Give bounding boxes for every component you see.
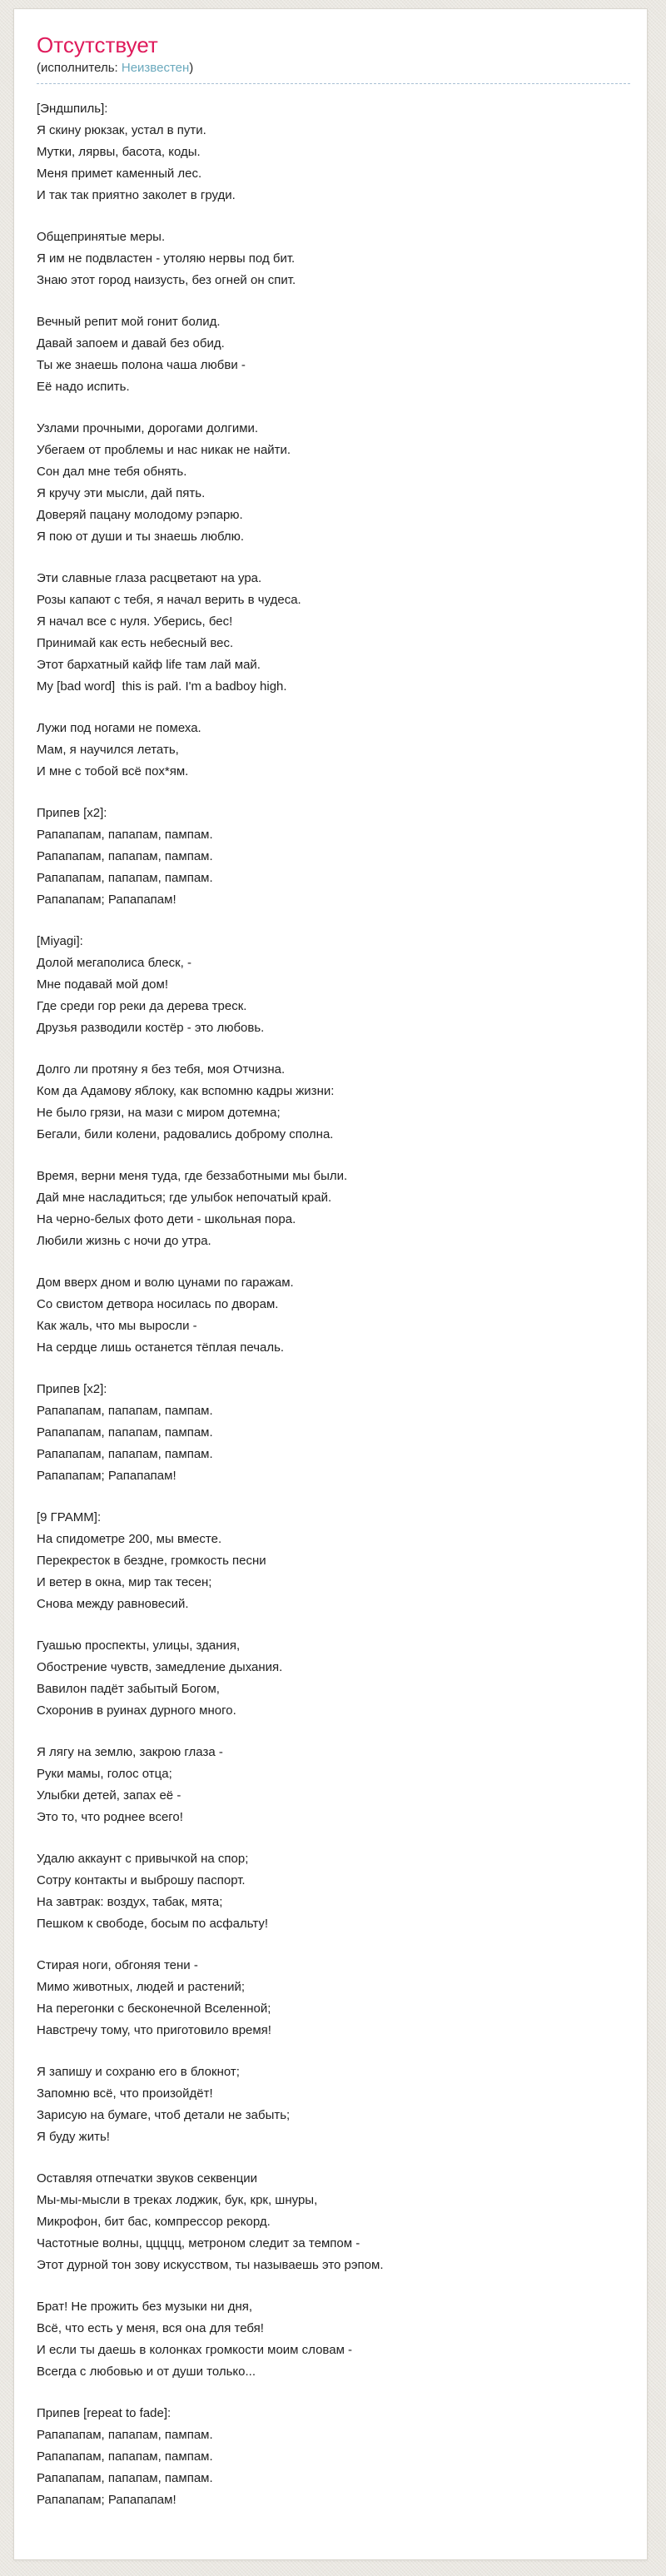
lyric-line: Долой мегаполиса блеск, - bbox=[37, 956, 191, 970]
lyric-line: Рапапапам, папапам, пампам. bbox=[37, 1404, 213, 1418]
lyric-line: Доверяй пацану молодому рэпарю. bbox=[37, 508, 243, 522]
stanza bbox=[37, 1955, 630, 2041]
lyric-line: Я им не подвластен - утоляю нервы под бит. bbox=[37, 251, 296, 266]
lyric-line: На завтрак: воздух, табак, мята; bbox=[37, 1895, 223, 1909]
song-title: Отсутствует bbox=[37, 32, 158, 57]
lyric-line: Пешком к свободе, босым по асфальту! bbox=[37, 1917, 269, 1931]
stanza bbox=[37, 418, 630, 548]
lyric-line: Этот дурной тон зову искусством, ты называешь это рэпом. bbox=[37, 2258, 384, 2272]
lyric-line: Руки мамы, голос отца; bbox=[37, 1767, 172, 1781]
lyric-line: Где среди гор реки да дерева треск. bbox=[37, 999, 247, 1013]
lyric-line: На перегонки с бесконечной Вселенной; bbox=[37, 2002, 271, 2016]
stanza bbox=[37, 1059, 630, 1146]
lyric-line: На спидометре 200, мы вместе. bbox=[37, 1532, 222, 1546]
lyric-line: Сотру контакты и выброшу паспорт. bbox=[37, 1873, 246, 1887]
lyric-line: Сон дал мне тебя обнять. bbox=[37, 465, 187, 479]
lyric-line: Меня примет каменный лес. bbox=[37, 167, 202, 181]
lyric-line: Время, верни меня туда, где беззаботными мы были. bbox=[37, 1169, 348, 1183]
stanza bbox=[37, 1742, 630, 1828]
lyric-line: Рапапапам; Рапапапам! bbox=[37, 893, 176, 907]
lyric-line: Узлами прочными, дорогами долгими. bbox=[37, 421, 259, 435]
lyrics bbox=[37, 98, 630, 2511]
lyric-line: Я запишу и сохраню его в блокнот; bbox=[37, 2065, 240, 2079]
stanza bbox=[37, 2403, 630, 2511]
lyric-line: Вавилон падёт забытый Богом, bbox=[37, 1682, 220, 1696]
lyric-line: Долго ли протяну я без тебя, моя Отчизна. bbox=[37, 1062, 286, 1077]
lyric-line: Рапапапам; Рапапапам! bbox=[37, 2493, 176, 2507]
lyric-line: И так так приятно заколет в груди. bbox=[37, 188, 236, 202]
lyric-line: На черно-белых фото дети - школьная пора. bbox=[37, 1212, 296, 1226]
stanza bbox=[37, 1635, 630, 1722]
lyric-line: Дом вверх дном и волю цунами по гаражам. bbox=[37, 1276, 294, 1290]
lyric-line: Удалю аккаунт с привычкой на спор; bbox=[37, 1852, 249, 1866]
stanza bbox=[37, 2296, 630, 2383]
lyric-line: Как жаль, что мы выросли - bbox=[37, 1319, 197, 1333]
lyric-line: Рапапапам, папапам, пампам. bbox=[37, 849, 213, 863]
lyric-line: Дай мне насладиться; где улыбок непочатый край. bbox=[37, 1191, 332, 1205]
lyric-line: Это то, что роднее всего! bbox=[37, 1810, 183, 1824]
lyric-line: Я буду жить! bbox=[37, 2130, 110, 2144]
lyric-line: Не было грязи, на мази с миром дотемна; bbox=[37, 1106, 281, 1120]
lyric-line: Лужи под ногами не помеха. bbox=[37, 721, 201, 735]
lyric-line: Её надо испить. bbox=[37, 380, 130, 394]
lyric-line: Припев [x2]: bbox=[37, 1382, 107, 1396]
lyric-line: Общепринятые меры. bbox=[37, 230, 166, 244]
lyric-line: Я лягу на землю, закрою глаза - bbox=[37, 1745, 223, 1759]
lyric-line: Микрофон, бит бас, компрессор рекорд. bbox=[37, 2215, 271, 2229]
lyric-line: Запомню всё, что произойдёт! bbox=[37, 2086, 213, 2101]
lyric-line: Ком да Адамову яблоку, как вспомню кадры жизни: bbox=[37, 1084, 335, 1098]
lyrics-card bbox=[13, 8, 648, 2560]
lyric-line: И мне с тобой всё пох*ям. bbox=[37, 764, 189, 778]
lyric-line: Всё, что есть у меня, вся она для тебя! bbox=[37, 2321, 264, 2335]
lyric-line: Брат! Не прожить без музыки ни дня, bbox=[37, 2300, 253, 2314]
lyric-line: Розы капают с тебя, я начал верить в чудеса. bbox=[37, 593, 301, 607]
lyric-line: Гуашью проспекты, улицы, здания, bbox=[37, 1639, 241, 1653]
lyric-line: [Miyagi]: bbox=[37, 934, 83, 948]
lyric-line: Обострение чувств, замедление дыхания. bbox=[37, 1660, 283, 1674]
lyric-line: Улыбки детей, запах её - bbox=[37, 1788, 181, 1803]
lyric-line: Схоронив в руинах дурного много. bbox=[37, 1703, 236, 1718]
artist-link[interactable]: Неизвестен bbox=[121, 61, 190, 75]
lyric-line: Перекресток в бездне, громкость песни bbox=[37, 1554, 266, 1568]
stanza bbox=[37, 1379, 630, 1487]
lyric-line: Этот бархатный кайф life там лай май. bbox=[37, 658, 261, 672]
lyric-line: Я кручу эти мысли, дай пять. bbox=[37, 486, 206, 500]
lyric-line: My [bad word] this is рай. I'm a badboy high. bbox=[37, 679, 287, 694]
lyric-line: Снова между равновесий. bbox=[37, 1597, 189, 1611]
lyric-line: На сердце лишь останется тёплая печаль. bbox=[37, 1340, 285, 1355]
lyric-line: Эти славные глаза расцветают на ура. bbox=[37, 571, 262, 585]
lyric-line: Мутки, лярвы, басота, коды. bbox=[37, 145, 201, 159]
lyric-line: Я скину рюкзак, устал в пути. bbox=[37, 123, 206, 137]
lyric-line: Принимай как есть небесный вес. bbox=[37, 636, 234, 650]
lyric-line: Стирая ноги, обгоняя тени - bbox=[37, 1958, 198, 1972]
artist-line bbox=[37, 60, 630, 84]
stanza bbox=[37, 568, 630, 698]
lyric-line: Рапапапам, папапам, пампам. bbox=[37, 2449, 213, 2464]
lyric-line: [9 ГРАММ]: bbox=[37, 1510, 102, 1524]
stanza bbox=[37, 931, 630, 1039]
stanza bbox=[37, 1507, 630, 1615]
lyric-line: Рапапапам, папапам, пампам. bbox=[37, 1447, 213, 1461]
lyric-line: И ветер в окна, мир так тесен; bbox=[37, 1575, 212, 1589]
lyric-line: Зарисую на бумаге, чтоб детали не забыть; bbox=[37, 2108, 291, 2122]
lyric-line: Рапапапам, папапам, пампам. bbox=[37, 828, 213, 842]
lyric-line: Я пою от души и ты знаешь люблю. bbox=[37, 530, 245, 544]
stanza bbox=[37, 1848, 630, 1935]
lyric-line: Навстречу тому, что приготовило время! bbox=[37, 2023, 271, 2037]
stanza bbox=[37, 2168, 630, 2276]
stanza bbox=[37, 803, 630, 911]
lyric-line: Со свистом детвора носилась по дворам. bbox=[37, 1297, 279, 1311]
lyric-line: Мам, я научился летать, bbox=[37, 743, 179, 757]
stanza bbox=[37, 2061, 630, 2148]
lyric-line: Всегда с любовью и от души только... bbox=[37, 2365, 256, 2379]
lyric-line: Я начал все с нуля. Уберись, бес! bbox=[37, 614, 233, 629]
lyric-line: Мы-мы-мысли в треках лоджик, бук, крк, шнуры, bbox=[37, 2193, 318, 2207]
lyric-line: Вечный репит мой гонит болид. bbox=[37, 315, 221, 329]
lyric-line: Давай запоем и давай без обид. bbox=[37, 336, 225, 351]
lyric-line: Припев [repeat to fade]: bbox=[37, 2406, 171, 2420]
stanza bbox=[37, 1272, 630, 1359]
lyric-line: Убегаем от проблемы и нас никак не найти. bbox=[37, 443, 291, 457]
lyric-line: И если ты даешь в колонках громкости моим словам - bbox=[37, 2343, 353, 2357]
lyric-line: Частотные волны, ццццц, метроном следит за темпом - bbox=[37, 2236, 360, 2250]
lyric-line: Знаю этот город наизусть, без огней он спит. bbox=[37, 273, 296, 287]
stanza bbox=[37, 98, 630, 206]
artist-suffix: ) bbox=[189, 61, 194, 75]
lyric-line: Рапапапам, папапам, пампам. bbox=[37, 2428, 213, 2442]
lyric-line: Припев [x2]: bbox=[37, 806, 107, 820]
stanza bbox=[37, 311, 630, 398]
lyric-line: Бегали, били колени, радовались доброму сполна. bbox=[37, 1127, 334, 1141]
lyric-line: [Эндшпиль]: bbox=[37, 102, 108, 116]
artist-prefix: (исполнитель: bbox=[37, 61, 122, 75]
stanza bbox=[37, 226, 630, 291]
lyric-line: Друзья разводили костёр - это любовь. bbox=[37, 1021, 265, 1035]
lyric-line: Рапапапам; Рапапапам! bbox=[37, 1469, 176, 1483]
lyric-line: Рапапапам, папапам, пампам. bbox=[37, 871, 213, 885]
lyric-line: Рапапапам, папапам, пампам. bbox=[37, 2471, 213, 2485]
lyric-line: Мне подавай мой дом! bbox=[37, 977, 168, 992]
stanza bbox=[37, 718, 630, 783]
stanza bbox=[37, 1166, 630, 1252]
lyric-line: Любили жизнь с ночи до утра. bbox=[37, 1234, 211, 1248]
lyric-line: Оставляя отпечатки звуков секвенции bbox=[37, 2171, 258, 2186]
lyric-line: Мимо животных, людей и растений; bbox=[37, 1980, 245, 1994]
lyric-line: Рапапапам, папапам, пампам. bbox=[37, 1425, 213, 1440]
lyric-line: Ты же знаешь полона чаша любви - bbox=[37, 358, 246, 372]
